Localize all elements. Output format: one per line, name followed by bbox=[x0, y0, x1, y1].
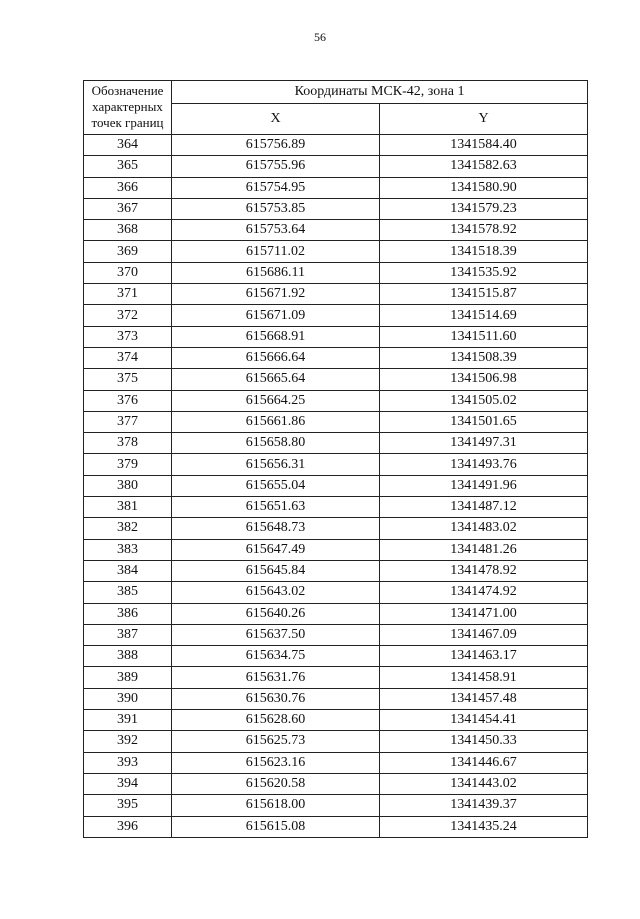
point-cell: 381 bbox=[84, 497, 172, 518]
coordinates-table bbox=[83, 80, 588, 838]
point-cell: 370 bbox=[84, 262, 172, 283]
point-cell: 364 bbox=[84, 135, 172, 156]
table-row bbox=[84, 433, 588, 454]
point-cell: 393 bbox=[84, 752, 172, 773]
x-cell: 615755.96 bbox=[172, 156, 380, 177]
y-cell: 1341471.00 bbox=[380, 603, 588, 624]
table-row bbox=[84, 795, 588, 816]
y-cell: 1341578.92 bbox=[380, 220, 588, 241]
x-cell: 615756.89 bbox=[172, 135, 380, 156]
header-coordinates-group: Координаты МСК-42, зона 1 bbox=[172, 81, 588, 104]
header-y: Y bbox=[380, 104, 588, 135]
table-row bbox=[84, 156, 588, 177]
table-row bbox=[84, 135, 588, 156]
y-cell: 1341487.12 bbox=[380, 497, 588, 518]
x-cell: 615668.91 bbox=[172, 326, 380, 347]
x-cell: 615711.02 bbox=[172, 241, 380, 262]
point-cell: 378 bbox=[84, 433, 172, 454]
point-cell: 390 bbox=[84, 688, 172, 709]
header-row-group bbox=[84, 81, 588, 104]
table-row bbox=[84, 816, 588, 837]
y-cell: 1341483.02 bbox=[380, 518, 588, 539]
y-cell: 1341446.67 bbox=[380, 752, 588, 773]
point-cell: 372 bbox=[84, 305, 172, 326]
table-row bbox=[84, 369, 588, 390]
y-cell: 1341454.41 bbox=[380, 710, 588, 731]
y-cell: 1341506.98 bbox=[380, 369, 588, 390]
y-cell: 1341508.39 bbox=[380, 347, 588, 368]
table-row bbox=[84, 752, 588, 773]
x-cell: 615664.25 bbox=[172, 390, 380, 411]
x-cell: 615651.63 bbox=[172, 497, 380, 518]
table-row bbox=[84, 773, 588, 794]
point-cell: 394 bbox=[84, 773, 172, 794]
point-cell: 383 bbox=[84, 539, 172, 560]
x-cell: 615628.60 bbox=[172, 710, 380, 731]
point-cell: 387 bbox=[84, 624, 172, 645]
point-cell: 366 bbox=[84, 177, 172, 198]
y-cell: 1341439.37 bbox=[380, 795, 588, 816]
x-cell: 615753.85 bbox=[172, 198, 380, 219]
table-row bbox=[84, 347, 588, 368]
x-cell: 615625.73 bbox=[172, 731, 380, 752]
header-point-designation: Обозначение характерных точек границ bbox=[84, 81, 172, 135]
table-row bbox=[84, 667, 588, 688]
y-cell: 1341515.87 bbox=[380, 284, 588, 305]
point-cell: 382 bbox=[84, 518, 172, 539]
point-cell: 384 bbox=[84, 560, 172, 581]
point-cell: 367 bbox=[84, 198, 172, 219]
table-row bbox=[84, 326, 588, 347]
x-cell: 615618.00 bbox=[172, 795, 380, 816]
table-row bbox=[84, 518, 588, 539]
x-cell: 615658.80 bbox=[172, 433, 380, 454]
x-cell: 615754.95 bbox=[172, 177, 380, 198]
x-cell: 615645.84 bbox=[172, 560, 380, 581]
y-cell: 1341579.23 bbox=[380, 198, 588, 219]
y-cell: 1341435.24 bbox=[380, 816, 588, 837]
point-cell: 386 bbox=[84, 603, 172, 624]
table-row bbox=[84, 475, 588, 496]
point-cell: 371 bbox=[84, 284, 172, 305]
x-cell: 615686.11 bbox=[172, 262, 380, 283]
table-row bbox=[84, 177, 588, 198]
table-row bbox=[84, 284, 588, 305]
table-row bbox=[84, 582, 588, 603]
point-cell: 373 bbox=[84, 326, 172, 347]
table-row bbox=[84, 710, 588, 731]
point-cell: 369 bbox=[84, 241, 172, 262]
y-cell: 1341467.09 bbox=[380, 624, 588, 645]
header-x: X bbox=[172, 104, 380, 135]
x-cell: 615643.02 bbox=[172, 582, 380, 603]
x-cell: 615631.76 bbox=[172, 667, 380, 688]
y-cell: 1341518.39 bbox=[380, 241, 588, 262]
y-cell: 1341474.92 bbox=[380, 582, 588, 603]
table-row bbox=[84, 454, 588, 475]
table-body bbox=[84, 135, 588, 838]
point-cell: 376 bbox=[84, 390, 172, 411]
table-row bbox=[84, 262, 588, 283]
table-row bbox=[84, 198, 588, 219]
table-row bbox=[84, 560, 588, 581]
y-cell: 1341497.31 bbox=[380, 433, 588, 454]
table-row bbox=[84, 220, 588, 241]
y-cell: 1341580.90 bbox=[380, 177, 588, 198]
x-cell: 615637.50 bbox=[172, 624, 380, 645]
x-cell: 615630.76 bbox=[172, 688, 380, 709]
x-cell: 615665.64 bbox=[172, 369, 380, 390]
point-cell: 389 bbox=[84, 667, 172, 688]
table-row bbox=[84, 688, 588, 709]
y-cell: 1341463.17 bbox=[380, 646, 588, 667]
point-cell: 377 bbox=[84, 411, 172, 432]
x-cell: 615634.75 bbox=[172, 646, 380, 667]
table-row bbox=[84, 624, 588, 645]
y-cell: 1341505.02 bbox=[380, 390, 588, 411]
x-cell: 615620.58 bbox=[172, 773, 380, 794]
y-cell: 1341582.63 bbox=[380, 156, 588, 177]
point-cell: 380 bbox=[84, 475, 172, 496]
x-cell: 615623.16 bbox=[172, 752, 380, 773]
x-cell: 615655.04 bbox=[172, 475, 380, 496]
point-cell: 375 bbox=[84, 369, 172, 390]
x-cell: 615647.49 bbox=[172, 539, 380, 560]
y-cell: 1341493.76 bbox=[380, 454, 588, 475]
point-cell: 388 bbox=[84, 646, 172, 667]
point-cell: 391 bbox=[84, 710, 172, 731]
point-cell: 392 bbox=[84, 731, 172, 752]
point-cell: 379 bbox=[84, 454, 172, 475]
x-cell: 615656.31 bbox=[172, 454, 380, 475]
y-cell: 1341458.91 bbox=[380, 667, 588, 688]
y-cell: 1341491.96 bbox=[380, 475, 588, 496]
y-cell: 1341443.02 bbox=[380, 773, 588, 794]
y-cell: 1341478.92 bbox=[380, 560, 588, 581]
point-cell: 385 bbox=[84, 582, 172, 603]
y-cell: 1341535.92 bbox=[380, 262, 588, 283]
x-cell: 615615.08 bbox=[172, 816, 380, 837]
table-row bbox=[84, 305, 588, 326]
y-cell: 1341584.40 bbox=[380, 135, 588, 156]
y-cell: 1341514.69 bbox=[380, 305, 588, 326]
y-cell: 1341450.33 bbox=[380, 731, 588, 752]
page-number: 56 bbox=[314, 30, 326, 44]
point-cell: 368 bbox=[84, 220, 172, 241]
x-cell: 615648.73 bbox=[172, 518, 380, 539]
y-cell: 1341511.60 bbox=[380, 326, 588, 347]
x-cell: 615640.26 bbox=[172, 603, 380, 624]
table-row bbox=[84, 646, 588, 667]
x-cell: 615753.64 bbox=[172, 220, 380, 241]
table-row bbox=[84, 390, 588, 411]
y-cell: 1341481.26 bbox=[380, 539, 588, 560]
x-cell: 615671.92 bbox=[172, 284, 380, 305]
table-header bbox=[84, 81, 588, 135]
point-cell: 396 bbox=[84, 816, 172, 837]
table-row bbox=[84, 411, 588, 432]
table-row bbox=[84, 497, 588, 518]
table-row bbox=[84, 603, 588, 624]
x-cell: 615671.09 bbox=[172, 305, 380, 326]
table-row bbox=[84, 731, 588, 752]
x-cell: 615666.64 bbox=[172, 347, 380, 368]
table-row bbox=[84, 241, 588, 262]
x-cell: 615661.86 bbox=[172, 411, 380, 432]
y-cell: 1341501.65 bbox=[380, 411, 588, 432]
point-cell: 374 bbox=[84, 347, 172, 368]
point-cell: 395 bbox=[84, 795, 172, 816]
y-cell: 1341457.48 bbox=[380, 688, 588, 709]
table-row bbox=[84, 539, 588, 560]
point-cell: 365 bbox=[84, 156, 172, 177]
